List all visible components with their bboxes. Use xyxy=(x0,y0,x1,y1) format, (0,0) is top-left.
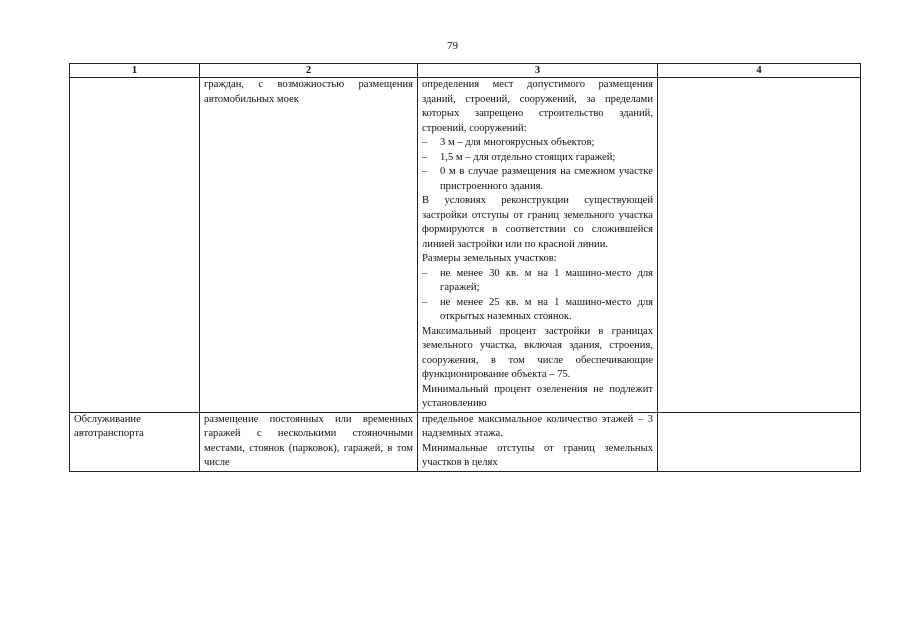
row1-description-text: граждан, с возможностью размещения автомобильных моек xyxy=(204,79,413,105)
dash-bullet: – xyxy=(422,137,428,148)
column-header-4: 4 xyxy=(658,64,861,78)
row1-description-cell xyxy=(200,78,418,413)
row2-parameters-cell xyxy=(418,412,658,471)
row1-parameters-cell xyxy=(418,78,658,413)
row2-description-text: размещение постоянных или временных гаражей с несколькими стояночными местами, стоянок (парковок), гаражей, в том числе xyxy=(204,413,413,468)
max-coverage-text: Максимальный процент застройки в границах земельного участка, включая здания, строения, сооружения, в том числе обеспечивающие функционирование объекта – 75. xyxy=(422,325,653,380)
row2-description-cell xyxy=(200,412,418,471)
column-header-3: 3 xyxy=(418,64,658,78)
list-item xyxy=(422,136,653,151)
list-item xyxy=(422,267,653,296)
header-row xyxy=(70,64,861,78)
row2-notes-cell xyxy=(658,412,861,471)
dash-bullet: – xyxy=(422,267,428,279)
dash-bullet: – xyxy=(422,166,428,177)
table-row xyxy=(70,412,861,471)
list-item-text: 1,5 м – для отдельно стоящих гаражей; xyxy=(440,151,616,163)
column-header-2: 2 xyxy=(200,64,418,78)
row1-notes-cell xyxy=(658,78,861,413)
row2-use-type-cell xyxy=(70,412,200,471)
min-greening-text: Минимальный процент озеленения не подлежит установлению xyxy=(422,383,653,409)
list-item-text: не менее 25 кв. м на 1 машино-место для открытых наземных стоянок. xyxy=(440,296,653,322)
list-item xyxy=(422,151,653,166)
dash-bullet: – xyxy=(422,296,428,308)
list-item xyxy=(422,165,653,194)
setback-list xyxy=(422,136,653,194)
list-item xyxy=(422,296,653,325)
reconstruction-text: В условиях реконструкции существующей застройки отступы от границ земельного участка формируются в соответствии со сложившейся линией застройки или по красной линии. xyxy=(422,195,653,250)
page-number: 79 xyxy=(447,40,458,52)
setback-intro-text: определения мест допустимого размещения зданий, строений, сооружений, за пределами которых запрещено строительство зданий, строений, сооружений: xyxy=(422,79,653,134)
list-item-text: не менее 30 кв. м на 1 машино-место для гаражей; xyxy=(440,267,653,293)
column-header-1: 1 xyxy=(70,64,200,78)
min-setback-text: Минимальные отступы от границ земельных участков в целях xyxy=(422,442,653,468)
list-item-text: 0 м в случае размещения на смежном участке пристроенного здания. xyxy=(440,166,653,192)
regulations-table xyxy=(69,63,861,472)
max-floors-text: предельное максимальное количество этажей – 3 надземных этажа. xyxy=(422,413,653,439)
row1-use-type-cell xyxy=(70,78,200,413)
list-item-text: 3 м – для многоярусных объектов; xyxy=(440,137,595,148)
dash-bullet: – xyxy=(422,151,428,163)
row2-use-type-text: Обслуживание автотранспорта xyxy=(74,413,144,439)
plot-sizes-title: Размеры земельных участков: xyxy=(422,253,557,264)
plot-sizes-list xyxy=(422,267,653,325)
table-row xyxy=(70,78,861,413)
